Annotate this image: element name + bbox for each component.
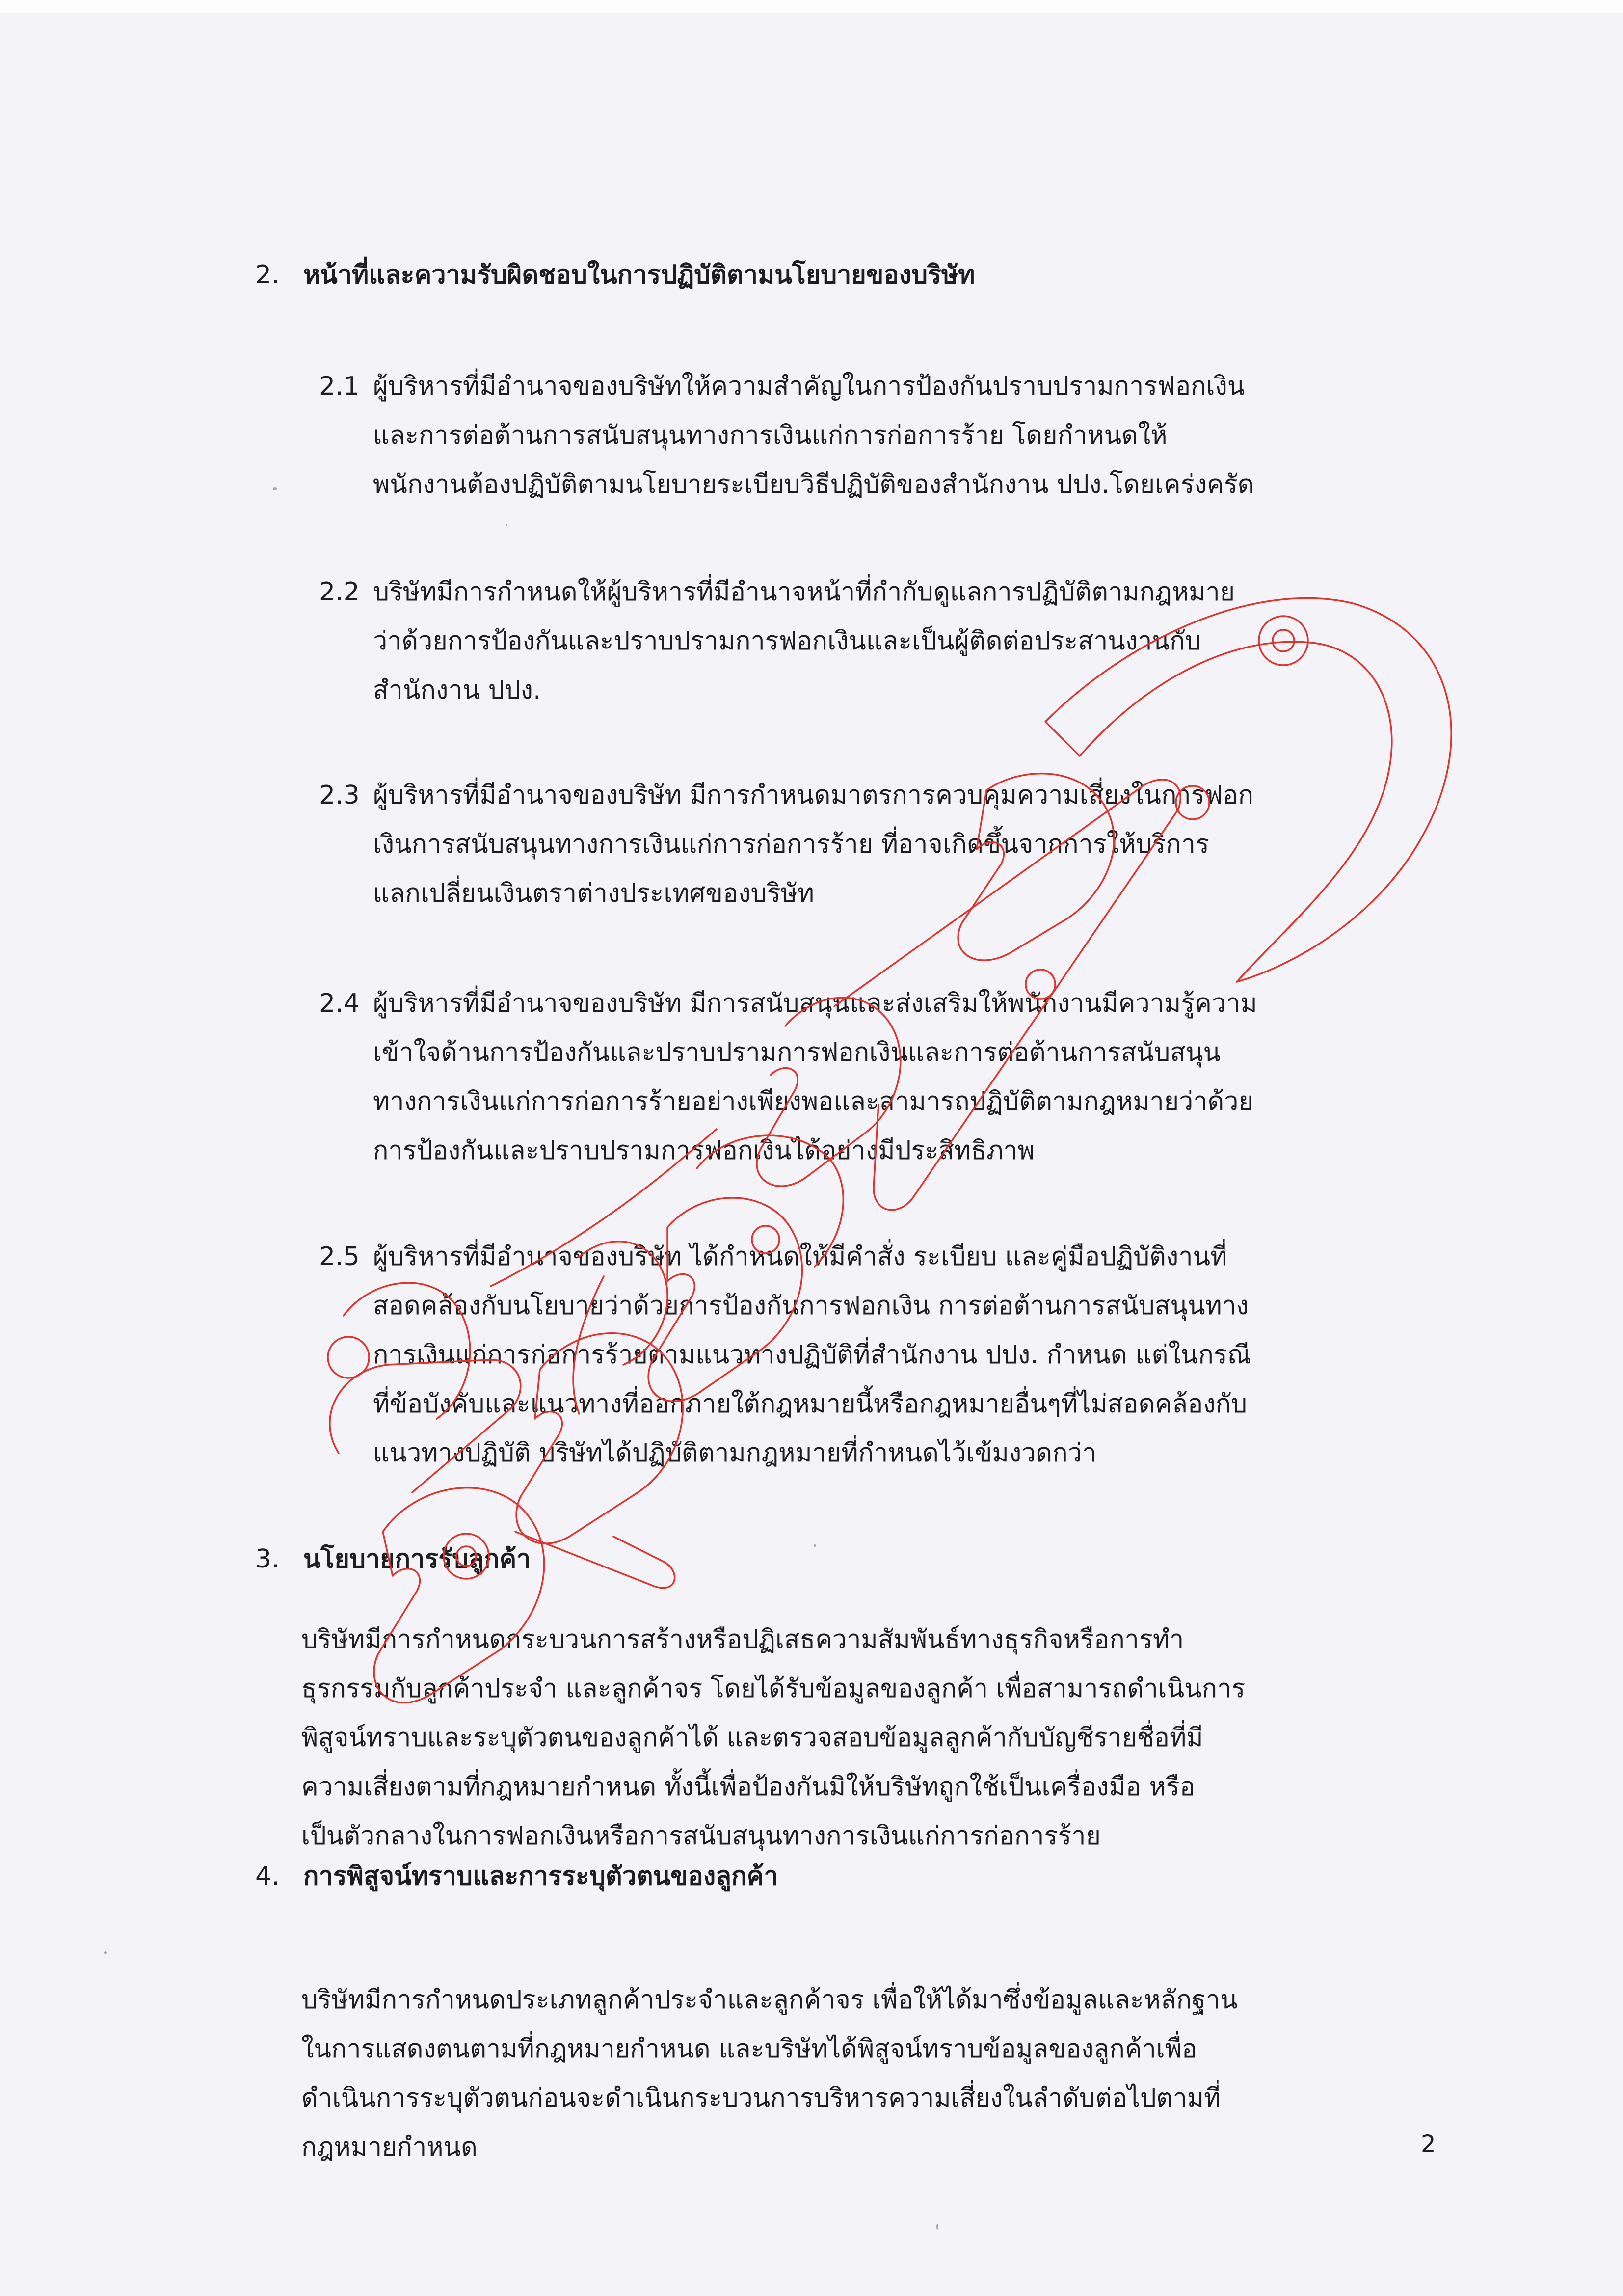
scan-speck	[104, 1951, 107, 1954]
text-line: ดำเนินการระบุตัวตนก่อนจะดำเนินกระบวนการบริหารความเสี่ยงในลำดับต่อไปตามที่	[301, 2083, 1221, 2113]
section-paragraph	[301, 1975, 1238, 2172]
subsection-number: 2.2	[319, 577, 360, 607]
text-line: แลกเปลี่ยนเงินตราต่างประเทศของบริษัท	[373, 879, 815, 908]
stamp-stroke	[328, 1337, 369, 1378]
text-line: พนักงานต้องปฏิบัติตามนโยบายระเบียบวิธีปฏิบัติของสำนักงาน ปปง.โดยเคร่งครัด	[373, 470, 1254, 499]
text-line: ผู้บริหารที่มีอำนาจของบริษัท มีการสนับสนุนและส่งเสริมให้พนักงานมีความรู้ความ	[373, 989, 1257, 1018]
section-number: 2.	[255, 260, 280, 290]
scan-speck	[273, 487, 277, 490]
subsection-text	[373, 979, 1257, 1175]
subsection-number: 2.1	[319, 372, 360, 401]
subsection-text	[373, 771, 1253, 918]
subsection-number: 2.3	[319, 781, 360, 810]
subsection-number: 2.4	[319, 989, 360, 1018]
section-paragraph	[301, 1615, 1245, 1861]
scan-edge	[0, 0, 1623, 13]
subsection-text	[373, 362, 1254, 509]
section-title: หน้าที่และความรับผิดชอบในการปฏิบัติตามนโยบายของบริษัท	[303, 260, 975, 290]
section-number: 3.	[255, 1544, 280, 1574]
text-line: แนวทางปฏิบัติ บริษัทได้ปฏิบัติตามกฎหมายที่กำหนดไว้เข้มงวดกว่า	[373, 1438, 1097, 1468]
text-line: กฎหมายกำหนด	[301, 2133, 478, 2162]
text-line: และการต่อต้านการสนับสนุนทางการเงินแก่การก่อการร้าย โดยกำหนดให้	[373, 421, 1168, 450]
stamp-stroke	[515, 1532, 675, 1588]
subsection-text	[373, 1232, 1251, 1478]
text-line: ผู้บริหารที่มีอำนาจของบริษัท ได้กำหนดให้มีคำสั่ง ระเบียบ และคู่มือปฏิบัติงานที่	[373, 1242, 1227, 1271]
subsection-number: 2.5	[319, 1242, 360, 1271]
text-line: เข้าใจด้านการป้องกันและปราบปรามการฟอกเงินและการต่อต้านการสนับสนุน	[373, 1038, 1221, 1067]
text-line: เงินการสนับสนุนทางการเงินแก่การก่อการร้าย ที่อาจเกิดขึ้นจากการให้บริการ	[373, 830, 1209, 859]
stamp-stroke	[1273, 630, 1294, 651]
scan-speck	[506, 524, 507, 526]
text-line: ทางการเงินแก่การก่อการร้ายอย่างเพียงพอและสามารถปฏิบัติตามกฎหมายว่าด้วย	[373, 1087, 1253, 1116]
text-line: ผู้บริหารที่มีอำนาจของบริษัท มีการกำหนดมาตรการควบคุมความเสี่ยงในการฟอก	[373, 781, 1254, 810]
page-number: 2	[1421, 2131, 1436, 2158]
text-line: สำนักงาน ปปง.	[373, 675, 541, 705]
text-line: ที่ข้อบังคับและแนวทางที่ออกภายใต้กฎหมายนี้หรือกฎหมายอื่นๆที่ไม่สอดคล้องกับ	[373, 1389, 1248, 1419]
text-line: พิสูจน์ทราบและระบุตัวตนของลูกค้าได้ และตรวจสอบข้อมูลลูกค้ากับบัญชีรายชื่อที่มี	[301, 1723, 1203, 1753]
text-line: ในการแสดงตนตามที่กฎหมายกำหนด และบริษัทได้พิสูจน์ทราบข้อมูลของลูกค้าเพื่อ	[301, 2034, 1197, 2064]
text-line: สอดคล้องกับนโยบายว่าด้วยการป้องกันการฟอกเงิน การต่อต้านการสนับสนุนทาง	[373, 1291, 1249, 1321]
stamp-stroke	[1259, 616, 1308, 665]
subsection-text	[373, 567, 1235, 715]
section-title: นโยบายการรับลูกค้า	[303, 1544, 531, 1574]
text-line: ผู้บริหารที่มีอำนาจของบริษัทให้ความสำคัญในการป้องกันปราบปรามการฟอกเงิน	[373, 372, 1245, 401]
section-number: 4.	[255, 1862, 280, 1891]
scan-speck	[814, 1544, 816, 1547]
text-line: การป้องกันและปราบปรามการฟอกเงินได้อย่างมีประสิทธิภาพ	[373, 1136, 1035, 1165]
text-line: บริษัทมีการกำหนดประเภทลูกค้าประจำและลูกค้าจร เพื่อให้ได้มาซึ่งข้อมูลและหลักฐาน	[301, 1985, 1238, 2015]
text-line: บริษัทมีการกำหนดให้ผู้บริหารที่มีอำนาจหน้าที่กำกับดูแลการปฏิบัติตามกฎหมาย	[373, 577, 1235, 607]
text-line: ความเสี่ยงตามที่กฎหมายกำหนด ทั้งนี้เพื่อป้องกันมิให้บริษัทถูกใช้เป็นเครื่องมือ หรือ	[301, 1772, 1195, 1802]
text-line: ว่าด้วยการป้องกันและปราบปรามการฟอกเงินและเป็นผู้ติดต่อประสานงานกับ	[373, 626, 1201, 656]
text-line: ธุรกรรมกับลูกค้าประจำ และลูกค้าจร โดยได้รับข้อมูลของลูกค้า เพื่อสามารถดำเนินการ	[301, 1674, 1246, 1703]
text-line: บริษัทมีการกำหนดกระบวนการสร้างหรือปฏิเสธความสัมพันธ์ทางธุรกิจหรือการทำ	[301, 1625, 1184, 1654]
text-line: การเงินแก่การก่อการร้ายตามแนวทางปฏิบัติที่สำนักงาน ปปง. กำหนด แต่ในกรณี	[373, 1340, 1251, 1370]
scan-speck	[936, 2224, 938, 2230]
section-title: การพิสูจน์ทราบและการระบุตัวตนของลูกค้า	[303, 1862, 778, 1891]
text-line: เป็นตัวกลางในการฟอกเงินหรือการสนับสนุนทางการเงินแก่การก่อการร้าย	[301, 1821, 1101, 1851]
